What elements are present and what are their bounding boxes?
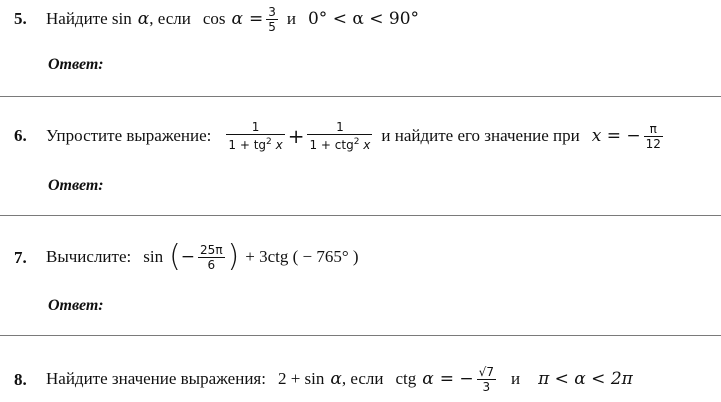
- fraction-tg: [226, 120, 284, 152]
- fraction-denominator: 5: [268, 19, 276, 34]
- fraction-denominator: 6: [207, 257, 216, 272]
- divider: [0, 215, 721, 216]
- right-paren: ): [227, 239, 240, 274]
- alpha-symbol: α: [330, 369, 342, 389]
- fraction-numerator: 25π: [200, 242, 223, 257]
- expression-tail: + 3ctg ( − 765° ): [245, 247, 359, 266]
- and-word: и: [286, 9, 296, 28]
- fraction-numerator: 1: [251, 120, 260, 134]
- range-condition: π < α < 2π: [538, 369, 633, 389]
- left-paren: (: [169, 239, 181, 274]
- problem-number: 7.: [14, 248, 27, 267]
- statement-text: Упростите выражение:: [46, 126, 212, 145]
- fraction-ctg: [307, 120, 372, 152]
- answer-label: Ответ:: [48, 177, 104, 194]
- fraction: [477, 365, 496, 394]
- fraction: [266, 5, 278, 34]
- fraction-pi: [644, 122, 663, 151]
- range-condition: 0° < α < 90°: [307, 9, 420, 29]
- statement-text: Найдите значение выражения:: [46, 369, 266, 388]
- equals-sign: =: [248, 9, 264, 29]
- divider: [0, 335, 721, 336]
- fraction-numerator: √7: [478, 364, 494, 379]
- expression: 2 + sin: [277, 369, 325, 388]
- problem-number: 6.: [14, 126, 27, 145]
- problem-statement: [46, 358, 633, 400]
- answer-label: Ответ:: [48, 297, 104, 314]
- problem-number: 5.: [14, 9, 27, 28]
- statement-text: Найдите sin: [46, 9, 132, 28]
- condition-text: , если: [149, 9, 191, 28]
- statement-tail: и найдите его значение при: [381, 126, 580, 145]
- alpha-symbol: α: [422, 369, 434, 389]
- alpha-symbol: α: [137, 9, 150, 29]
- ctg-label: ctg: [395, 369, 417, 388]
- statement-text: Вычислите:: [46, 247, 132, 266]
- answer-label: Ответ:: [48, 56, 104, 73]
- fraction-numerator: 3: [268, 4, 276, 19]
- plus-sign: +: [287, 124, 305, 148]
- problem-statement: [46, 236, 359, 278]
- fraction: [198, 243, 225, 272]
- divider: [0, 96, 721, 97]
- and-word: и: [510, 369, 521, 388]
- fraction-denominator: 12: [645, 136, 661, 151]
- fraction-denominator: 3: [482, 379, 491, 394]
- condition-text: , если: [341, 369, 384, 388]
- alpha-symbol: α: [231, 9, 243, 29]
- minus-sign: −: [180, 247, 196, 267]
- x-equals: x = −: [591, 126, 641, 146]
- problem-statement: [46, 117, 666, 155]
- problem-number: 8.: [14, 370, 27, 389]
- fraction-numerator: 1: [336, 120, 344, 134]
- fraction-denominator: $1 + tg^2$ x: [228, 137, 283, 152]
- cos-label: cos: [202, 9, 226, 28]
- sin-label: sin: [143, 247, 164, 266]
- fraction-numerator: π: [649, 121, 657, 136]
- fraction-denominator: 1 + ctg$^2$ x: [309, 137, 371, 152]
- equals-minus: = −: [439, 369, 474, 389]
- problem-statement: [46, 2, 419, 36]
